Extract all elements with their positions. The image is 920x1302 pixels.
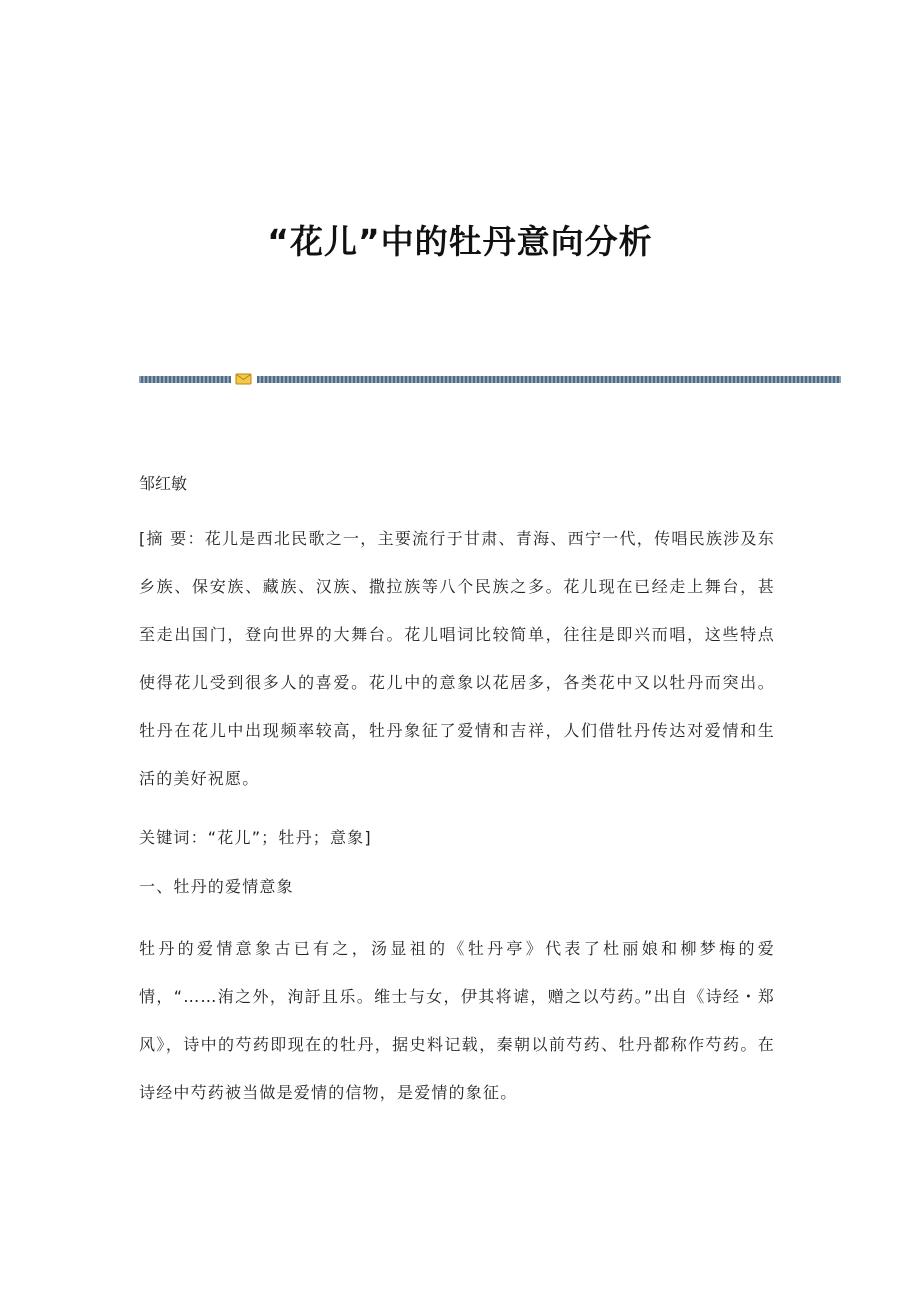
divider-bar-left	[139, 376, 231, 383]
title-divider	[139, 373, 841, 385]
section-heading: 一、牡丹的爱情意象	[139, 877, 294, 896]
body-paragraph: 牡丹的爱情意象古已有之，汤显祖的《牡丹亭》代表了杜丽娘和柳梦梅的爱情，“……洧之外，洵訏且乐。维士与女，伊其将谑，赠之以芍药。”出自《诗经・郑风》，诗中的芍药即现在的牡丹，据史料记载，秦朝以前芍药、牡丹都称作芍药。在诗经中芍药被当做是爱情的信物，是爱情的象征。	[139, 939, 775, 1102]
document-title: “花儿”中的牡丹意向分析	[267, 222, 653, 261]
keywords-line: 关键词：“花儿”；牡丹；意象]	[139, 828, 372, 847]
gold-envelope-icon	[236, 374, 251, 384]
divider-bar-right	[257, 376, 841, 383]
abstract-paragraph: [摘 要：花儿是西北民歌之一，主要流行于甘肃、青海、西宁一代，传唱民族涉及东乡族、保安族、藏族、汉族、撒拉族等八个民族之多。花儿现在已经走上舞台，甚至走出国门，登向世界的大舞台。花儿唱词比较简单，往往是即兴而唱，这些特点使得花儿受到很多人的喜爱。花儿中的意象以花居多，各类花中又以牡丹而突出。牡丹在花儿中出现频率较高，牡丹象征了爱情和吉祥，人们借牡丹传达对爱情和生活的美好祝愿。	[139, 529, 775, 788]
author-name: 邹红敏	[139, 474, 188, 493]
